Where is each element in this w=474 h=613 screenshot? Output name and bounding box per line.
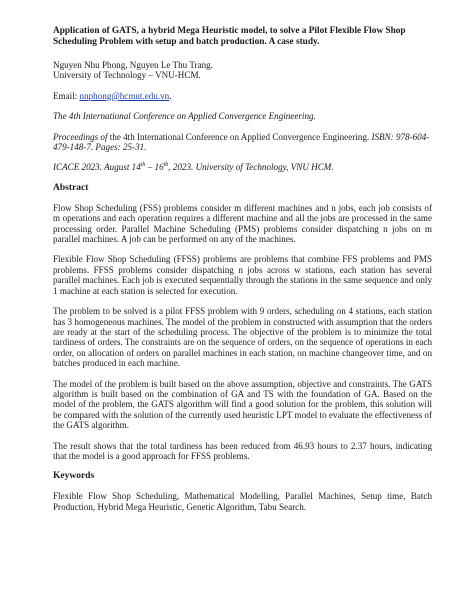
date-part-a: ICACE 2023. August 14 xyxy=(53,162,141,173)
conference-date xyxy=(53,162,432,172)
abstract-paragraph: The problem to be solved is a pilot FFSS problem with 9 orders, scheduling on 4 stations, each station has 3 homogeneous machines. The model of the problem in constructed with assumption that the orders are ready at the start of the scheduling process. The objective of the problem is to minimize the total tardiness of orders. The constraints are on the sequence of orders, on the sequence of operations in each order, on allocation of orders on parallel machines in each station, on machine changeover time, and on batches produced in each machine. xyxy=(53,306,432,369)
date-part-b: – 16 xyxy=(145,162,164,173)
proceedings-isbn: ISBN: 978-604-479-148-7. Pages: 25-31. xyxy=(53,131,430,153)
paper-title: Application of GATS, a hybrid Mega Heuristic model, to solve a Pilot Flexible Flow Shop Scheduling Problem with setup and batch production. A case study. xyxy=(53,26,406,47)
email-suffix: . xyxy=(169,90,172,101)
proceedings-middle: the 4th International Conference on Applied Convergence Engineering. xyxy=(107,131,372,142)
abstract-paragraph: The result shows that the total tardiness has been reduced from 46.93 hours to 2.37 hours, indicating that the model is a good approach for FFSS problems. xyxy=(53,440,432,461)
date-sup-1: th xyxy=(140,162,146,169)
abstract-paragraph: Flow Shop Scheduling (FSS) problems consider m different machines and n jobs, each job consists of m operations and each operation requires a different machine and all the jobs are processed in the same processing order. Parallel Machine Scheduling (PMS) problems consider dispatching n jobs on m parallel machines. A job can be performed on any of the machines. xyxy=(53,202,432,245)
author-affiliation: University of Technology – VNU-HCM. xyxy=(53,70,201,81)
email-line xyxy=(53,91,432,101)
proceedings-prefix: Proceedings of xyxy=(53,131,108,142)
date-sup-2: th xyxy=(163,162,169,169)
date-part-c: , 2023. University of Technology, VNU HCM. xyxy=(168,162,334,173)
abstract-paragraph: The model of the problem is built based on the above assumption, objective and constraints. The GATS algorithm is built based on the combination of GA and TS with the foundation of GA. Based on the model of the problem, the GATS algorithm will find a good solution for the problem, this solution will be compared with the solution of the currently used heuristic LPT model to evaluate the effectiveness of the GATS algorithm. xyxy=(53,378,432,431)
proceedings-line xyxy=(53,132,432,153)
abstract-paragraph: Flexible Flow Shop Scheduling (FFSS) problems are problems that combine FFS problems and PMS problems. FFSS problems consider dispatching n jobs across w stations, each station has several parallel machines. Each job is executed sequentially through the stations in the same sequence and only 1 machine at each station is selected for execution. xyxy=(53,254,432,296)
abstract-heading: Abstract xyxy=(53,182,89,193)
keywords-text: Flexible Flow Shop Scheduling, Mathematical Modelling, Parallel Machines, Setup time, Batch Production, Hybrid Mega Heuristic, Genetic Algorithm, Tabu Search. xyxy=(53,491,432,512)
author-names: Nguyen Nhu Phong, Nguyen Le Thu Trang. xyxy=(53,60,213,70)
email-label: Email: xyxy=(53,90,80,101)
author-block xyxy=(53,60,432,81)
keywords-heading: Keywords xyxy=(53,471,95,482)
conference-name: The 4th International Conference on Applied Convergence Engineering. xyxy=(53,111,316,122)
email-link[interactable]: nnphong@hcmut.edu.vn xyxy=(79,90,170,101)
